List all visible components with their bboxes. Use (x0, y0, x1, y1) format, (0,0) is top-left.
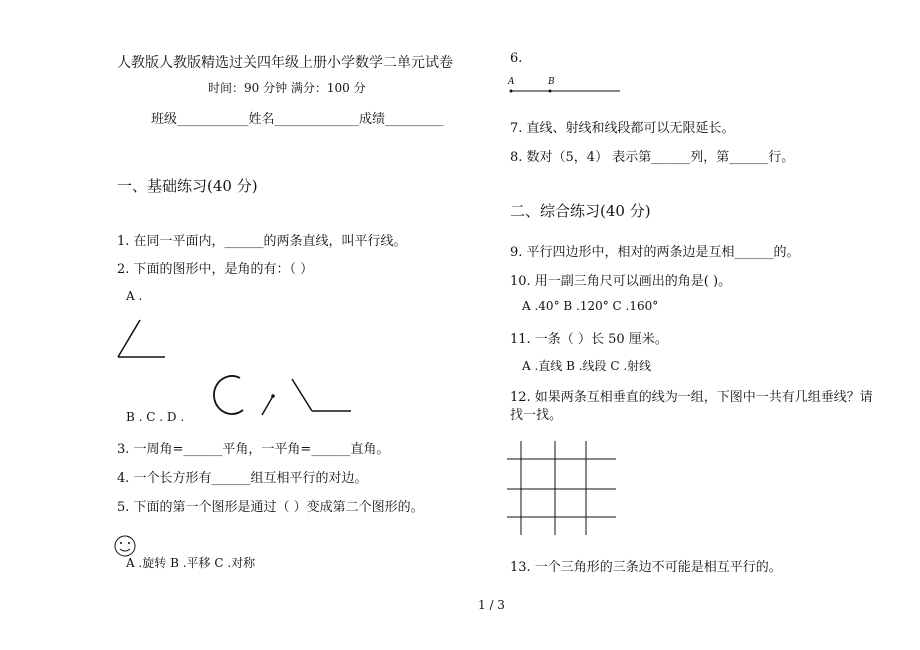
question-3: 3. 一周角=______平角，一平角=______直角。 (117, 442, 390, 457)
q10-options: A .40° B .120° C .160° (522, 299, 659, 313)
question-2: 2. 下面的图形中，是角的有：（ ） (117, 262, 314, 277)
question-9: 9. 平行四边形中，相对的两条边是互相______的。 (510, 245, 800, 260)
question-12-line1: 12. 如果两条互相垂直的线为一组，下图中一共有几组垂线？请 (510, 390, 873, 405)
section-comprehensive-title: 二、综合练习(40 分) (510, 202, 651, 220)
question-4: 4. 一个长方形有______组互相平行的对边。 (117, 471, 368, 486)
page-number: 1 / 3 (478, 598, 505, 612)
q5-options: A .旋转 B .平移 C .对称 (126, 556, 256, 570)
question-1: 1. 在同一平面内，______的两条直线，叫平行线。 (117, 234, 407, 249)
q6-point-a-label: A (508, 77, 515, 87)
figure-a-angle (118, 320, 165, 357)
q2-option-bcd-labels: B . C . D . (126, 410, 185, 424)
question-12-line2: 找一找。 (510, 408, 563, 423)
figure-b-arc (214, 376, 243, 414)
paper-title: 人教版人教版精选过关四年级上册小学数学二单元试卷 (117, 55, 453, 71)
time-score-info: 时间：90 分钟 满分：100 分 (208, 81, 366, 95)
section-basic-title: 一、基础练习(40 分) (117, 177, 258, 195)
figure-c-ray (262, 394, 275, 415)
question-10: 10. 用一副三角尺可以画出的角是( )。 (510, 274, 732, 289)
question-11: 11. 一条（ ）长 50 厘米。 (510, 332, 668, 347)
q11-options: A .直线 B .线段 C .射线 (522, 359, 652, 373)
question-8: 8. 数对（5，4） 表示第______列，第______行。 (510, 150, 795, 165)
q6-point-b-label: B (548, 77, 555, 87)
figure-d-angle (292, 379, 351, 411)
question-7: 7. 直线、射线和线段都可以无限延长。 (510, 121, 735, 136)
question-5: 5. 下面的第一个图形是通过（ ）变成第二个图形的。 (117, 500, 424, 515)
smiley-face-icon (115, 536, 135, 556)
q6-line-segment (510, 90, 621, 93)
q12-grid (507, 441, 616, 535)
q2-option-a-label: A . (126, 289, 143, 303)
question-13: 13. 一个三角形的三条边不可能是相互平行的。 (510, 560, 782, 575)
student-info-fields: 班级___________姓名_____________成绩_________ (151, 112, 444, 127)
question-6: 6. (510, 51, 523, 66)
